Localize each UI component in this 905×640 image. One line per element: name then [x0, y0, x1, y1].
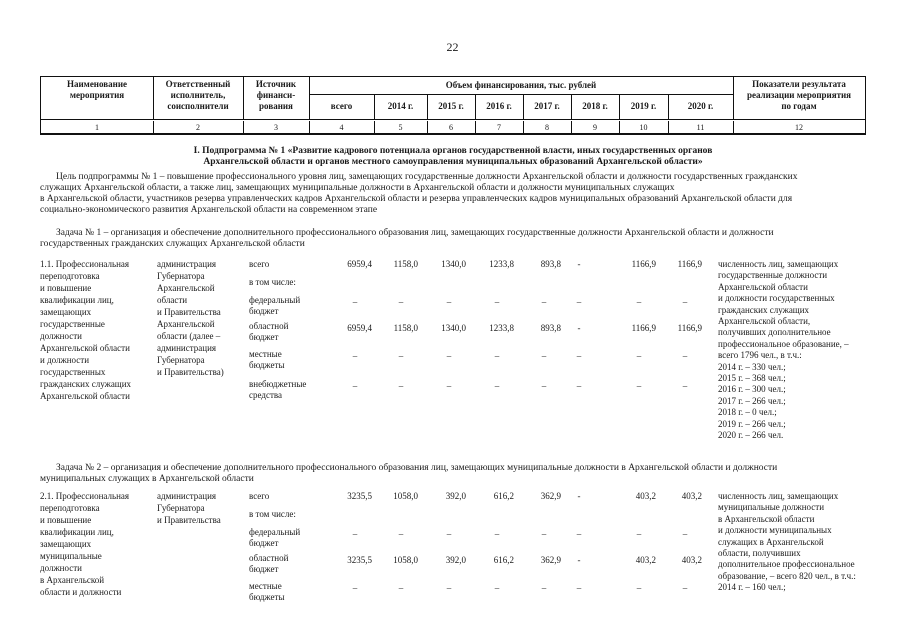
indicator-line: 2020 г. – 266 чел. [718, 430, 784, 440]
indicator-line: всего 1796 чел., в т.ч.: [718, 350, 802, 361]
indicator-line: численность лиц, замещающих [718, 259, 839, 269]
funding-value: 1166,9 [677, 323, 702, 333]
executor-line: и Правительства [157, 307, 221, 317]
funding-value: 1233,8 [489, 259, 514, 269]
funding-value: 6959,4 [347, 323, 372, 333]
funding-value: 1158,0 [393, 259, 418, 269]
indicator-line: Архангельской области [718, 281, 808, 292]
source-line: бюджет [249, 564, 279, 574]
funding-value: 403,2 [681, 555, 702, 565]
funding-value: – [576, 297, 582, 307]
executor-line: области (далее – [157, 331, 221, 341]
funding-value: – [636, 381, 642, 391]
page-number: 22 [446, 40, 459, 54]
header-col-source: Источник финанси- рования [255, 79, 297, 111]
funding-value: – [541, 297, 547, 307]
source-line: областной [249, 321, 289, 331]
activity-name-line: и повышение [40, 515, 92, 525]
header-year-total: всего [330, 101, 353, 111]
activity-name-line: государственных [40, 367, 106, 377]
funding-value: 1166,9 [677, 259, 702, 269]
funding-value: – [682, 351, 688, 361]
funding-value: 3235,5 [347, 491, 372, 501]
funding-value: – [398, 583, 404, 593]
funding-value: – [446, 529, 452, 539]
funding-value: 1166,9 [631, 259, 656, 269]
funding-value: – [494, 351, 500, 361]
funding-value: 616,2 [493, 491, 514, 501]
funding-value: – [494, 381, 500, 391]
activity-name-line: Архангельской области [40, 343, 130, 353]
funding-value: 392,0 [445, 555, 466, 565]
indicator-line: и должности муниципальных [718, 525, 832, 536]
source-line: бюджет [249, 332, 279, 342]
activity-name-line: области и должности [40, 587, 122, 597]
funding-value: – [541, 583, 547, 593]
source-line: в том числе: [249, 509, 296, 519]
funding-value: – [541, 529, 547, 539]
source-line: местные [249, 349, 282, 359]
executor-line: администрация [157, 259, 217, 269]
executor-line: и Правительства [157, 515, 221, 525]
column-numbers-row: 1 2 3 4 5 6 7 8 9 10 11 12 [40, 121, 866, 134]
indicator-line: 2014 г. – 330 чел.; [718, 361, 786, 372]
indicator-line: 2017 г. – 266 чел.; [718, 395, 786, 406]
indicator-line: муниципальные должности [718, 502, 825, 513]
header-year-2019: 2019 г. [630, 101, 657, 111]
funding-value: – [541, 381, 547, 391]
indicator-line: в Архангельской области [718, 513, 815, 524]
activity-name-line: замещающих [40, 539, 92, 549]
activity-name-line: замещающих [40, 307, 92, 317]
executor-line: администрация [157, 491, 217, 501]
activity-name-line: квалификации лиц, [40, 527, 114, 537]
funding-value: 362,9 [540, 555, 561, 565]
activity-name-line: государственные [40, 319, 105, 329]
source-line: в том числе: [249, 277, 296, 287]
funding-value: 3235,5 [347, 555, 372, 565]
header-year-2020: 2020 г. [687, 101, 714, 111]
funding-value: 893,8 [540, 259, 561, 269]
funding-value: - [577, 259, 581, 269]
funding-value: – [636, 583, 642, 593]
header-col-indicators: Показатели результата реализации мероприятия по годам [746, 79, 852, 111]
funding-value: – [636, 529, 642, 539]
activity-name-line: квалификации лиц, [40, 295, 114, 305]
funding-value: – [398, 351, 404, 361]
activity-name-line: переподготовка [40, 271, 100, 281]
executor-line: Губернатора [157, 355, 205, 365]
executor-line: области [157, 295, 188, 305]
funding-value: – [576, 529, 582, 539]
funding-value: – [352, 583, 358, 593]
funding-value: – [576, 381, 582, 391]
funding-value: - [577, 323, 581, 333]
activity-name-line: 2.1. Профессиональная [40, 491, 130, 501]
funding-value: – [352, 529, 358, 539]
source-line: бюджеты [249, 360, 285, 370]
indicator-line: служащих в Архангельской [718, 536, 824, 547]
header-volume: Объем финансирования, тыс. рублей [445, 80, 597, 90]
header-year-2017: 2017 г. [534, 101, 560, 111]
funding-value: – [446, 351, 452, 361]
activity-name-line: в Архангельской [40, 575, 105, 585]
funding-value: 1058,0 [393, 555, 418, 565]
indicator-line: профессиональное образование, – [718, 338, 849, 349]
activity-name-line: муниципальные [40, 551, 102, 561]
funding-value: 1166,9 [631, 323, 656, 333]
funding-value: – [682, 297, 688, 307]
indicator-line: численность лиц, замещающих [718, 491, 839, 501]
funding-value: 1158,0 [393, 323, 418, 333]
source-line: бюджет [249, 538, 279, 548]
indicator-line: 2019 г. – 266 чел.; [718, 418, 786, 429]
source-line: бюджеты [249, 592, 285, 602]
funding-value: – [446, 297, 452, 307]
source-line: местные [249, 581, 282, 591]
funding-value: – [352, 381, 358, 391]
source-line: областной [249, 553, 289, 563]
activity-name-line: 1.1. Профессиональная [40, 259, 130, 269]
funding-value: – [352, 351, 358, 361]
activity-name-line: должности [40, 563, 82, 573]
source-line: федеральный [249, 295, 301, 305]
funding-value: – [398, 381, 404, 391]
funding-value: – [352, 297, 358, 307]
indicator-line: дополнительное профессиональное [718, 559, 855, 570]
executor-line: Архангельской [157, 283, 215, 293]
funding-value: 1058,0 [393, 491, 418, 501]
source-line: бюджет [249, 306, 279, 316]
indicator-line: 2018 г. – 0 чел.; [718, 407, 777, 418]
source-line: средства [249, 390, 283, 400]
executor-line: администрация [157, 343, 217, 353]
funding-value: – [682, 381, 688, 391]
executor-line: Губернатора [157, 271, 205, 281]
funding-value: – [682, 583, 688, 593]
task-1: Задача № 1 – организация и обеспечение дополнительного профессионального образования лиц, замещающих государственные должности Архангельской области и должности государственных гражданских служащих Архангельской области [40, 228, 774, 249]
activity-name-line: и повышение [40, 283, 92, 293]
activity-name-line: переподготовка [40, 503, 100, 513]
indicator-line: образование, – всего 820 чел., в т.ч.: [718, 570, 856, 581]
header-year-2014: 2014 г. [387, 101, 414, 111]
funding-value: – [682, 529, 688, 539]
header-col-executor: Ответственный исполнитель, соисполнители [165, 79, 231, 111]
funding-value: 1340,0 [441, 323, 466, 333]
funding-value: 616,2 [493, 555, 514, 565]
funding-value: – [576, 351, 582, 361]
funding-value: – [494, 297, 500, 307]
funding-value: 6959,4 [347, 259, 372, 269]
funding-value: 403,2 [681, 491, 702, 501]
funding-value: - [577, 555, 581, 565]
funding-value: 1233,8 [489, 323, 514, 333]
funding-value: – [446, 583, 452, 593]
funding-value: – [494, 529, 500, 539]
activity-name-line: и должности [40, 355, 90, 365]
subprogram-goal: Цель подпрограммы № 1 – повышение профессионального уровня лиц, замещающих государственные должности Архангельской области и должности государственных гражданских служащих Архангельской области, а также лиц, замещающих муниципальные должности в Архангельской области и должности муниципальных служащих в Архангельской области, участников резерва управленческих кадров Архангельской области и резерва управленческих кадров муниципальных образований Архангельской области для социально-экономического развития Архангельской области на современном этапе [40, 172, 798, 215]
source-line: внебюджетные [249, 379, 307, 389]
source-line: всего [249, 491, 270, 501]
funding-value: – [494, 583, 500, 593]
funding-value: – [398, 297, 404, 307]
funding-value: – [541, 351, 547, 361]
indicator-line: государственные должности [718, 270, 828, 281]
activity-name-line: должности [40, 331, 82, 341]
funding-value: 392,0 [445, 491, 466, 501]
funding-value: 1340,0 [441, 259, 466, 269]
header-year-2018: 2018 г. [582, 101, 608, 111]
executor-line: Архангельской [157, 319, 215, 329]
indicator-line: гражданских служащих [718, 304, 810, 315]
funding-value: 362,9 [540, 491, 561, 501]
source-line: федеральный [249, 527, 301, 537]
activity-name-line: Архангельской области [40, 391, 130, 401]
funding-value: 893,8 [540, 323, 561, 333]
funding-value: 403,2 [635, 491, 656, 501]
indicator-line: и должности государственных [718, 293, 835, 304]
activity-name-line: гражданских служащих [40, 379, 132, 389]
executor-line: и Правительства) [157, 367, 224, 377]
funding-value: – [636, 297, 642, 307]
funding-value: – [398, 529, 404, 539]
executor-line: Губернатора [157, 503, 205, 513]
funding-value: – [446, 381, 452, 391]
funding-value: - [577, 491, 581, 501]
indicator-line: области, получивших [718, 548, 801, 558]
funding-value: – [636, 351, 642, 361]
funding-value: 403,2 [635, 555, 656, 565]
task-2: Задача № 2 – организация и обеспечение дополнительного профессионального образования лиц, замещающих муниципальные должности в Архангельской области и должности муниципальных служащих в Архангельской области [40, 463, 778, 484]
indicator-line: 2015 г. – 368 чел.; [718, 373, 786, 383]
indicator-line: Архангельской области, [718, 316, 811, 326]
source-line: всего [249, 259, 270, 269]
header-year-2015: 2015 г. [438, 101, 464, 111]
indicator-line: 2014 г. – 160 чел.; [718, 582, 786, 593]
header-col-name: Наименование мероприятия [67, 79, 127, 100]
indicator-line: получивших дополнительное [718, 327, 831, 338]
indicator-line: 2016 г. – 300 чел.; [718, 384, 786, 395]
funding-value: – [576, 583, 582, 593]
subprogram-title: I. Подпрограмма № 1 «Развитие кадрового потенциала органов государственной власти, иных государственных органов Архангельской области и органов местного самоуправления муниципальных образований Архангельской области» [193, 146, 713, 167]
header-year-2016: 2016 г. [486, 101, 512, 111]
